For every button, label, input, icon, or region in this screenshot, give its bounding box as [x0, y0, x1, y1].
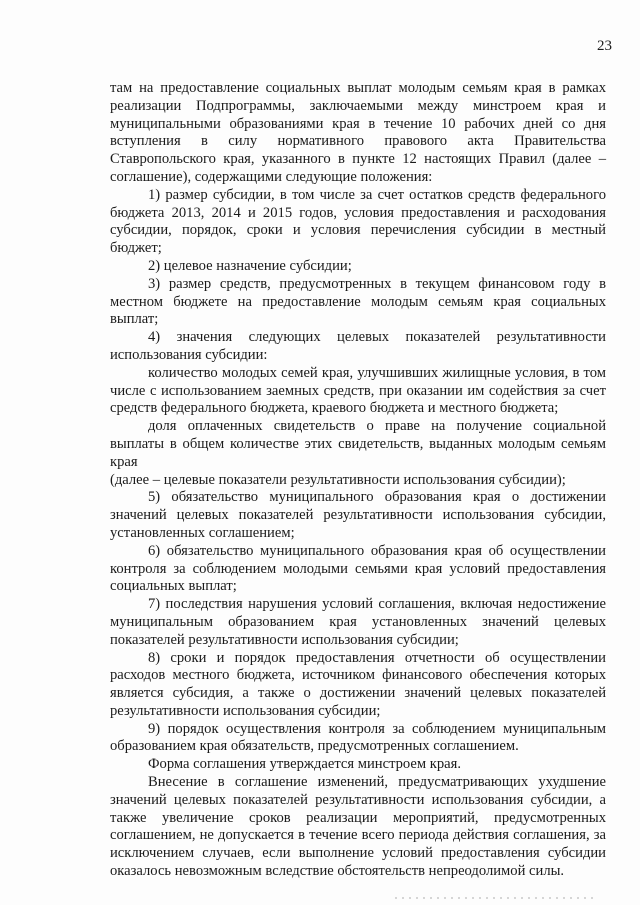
list-item-7: 7) последствия нарушения условий соглашения, включая недостижение муниципальным образованием края установленных значений целевых показателей результативности использования субсидии; — [110, 596, 606, 648]
list-item-4: 4) значения следующих целевых показателей результативности использования субсидии: — [110, 329, 606, 363]
list-item-4-indicator-b: доля оплаченных свидетельств о праве на получение социальной выплаты в общем количестве этих свидетельств, выданных молодым семьям края — [110, 418, 606, 470]
list-item-8: 8) сроки и порядок предоставления отчетности об осуществлении расходов местного бюджета, источником финансового обеспечения которых является субсидия, а также о достижении значений целевых показателей результативности использования субсидии; — [110, 649, 606, 719]
paragraph-intro: там на предоставление социальных выплат молодым семьям края в рамках реализации Подпрограммы, заключаемыми между минстроем края и муниципальными образованиями края в течение 10 рабочих дней со дня вступления в силу нормативного правового акта Правительства Ставропольского края, указанного в пункте 12 настоящих Правил (далее – соглашение), содержащими следующие положения: — [110, 80, 606, 185]
page-number: 23 — [597, 38, 612, 54]
list-item-4-definition: (далее – целевые показатели результативности использования субсидии); — [110, 471, 566, 488]
list-item-6: 6) обязательство муниципального образования края об осуществлении контроля за соблюдением молодыми семьями края условий предоставления социальных выплат; — [110, 542, 606, 595]
list-item-1: 1) размер субсидии, в том числе за счет остатков средств федерального бюджета 2013, 2014 и 2015 годов, условия предоставления и расходования субсидии, порядок, сроки и условия перечисления субсидии в местный бюджет; — [110, 186, 606, 257]
scan-artifact — [395, 897, 595, 899]
list-item-2: 2) целевое назначение субсидии; — [148, 257, 352, 274]
list-item-9: 9) порядок осуществления контроля за соблюдением муниципальным образованием края обязательств, предусмотренных соглашением. — [110, 720, 606, 755]
paragraph-form: Форма соглашения утверждается минстроем края. — [148, 756, 461, 773]
document-body — [110, 80, 606, 881]
paragraph-changes: Внесение в соглашение изменений, предусматривающих ухудшение значений целевых показателей результативности использования субсидии, а также увеличение сроков реализации мероприятий, предусмотренных соглашением, не допускается в течение всего периода действия соглашения, за исключением случаев, если выполнение условий предоставления субсидии оказалось невозможным вследствие обстоятельств непреодолимой силы. — [110, 774, 606, 880]
list-item-3: 3) размер средств, предусмотренных в текущем финансовом году в местном бюджете на предоставление молодым семьям края социальных выплат; — [110, 275, 606, 328]
list-item-5: 5) обязательство муниципального образования края о достижении значений целевых показателей результативности использования субсидии, установленных соглашением; — [110, 489, 606, 541]
list-item-4-indicator-a: количество молодых семей края, улучшивших жилищные условия, в том числе с использованием заемных средств, при оказании им содействия за счет средств федерального бюджета, краевого бюджета и местного бюджета; — [110, 364, 606, 417]
